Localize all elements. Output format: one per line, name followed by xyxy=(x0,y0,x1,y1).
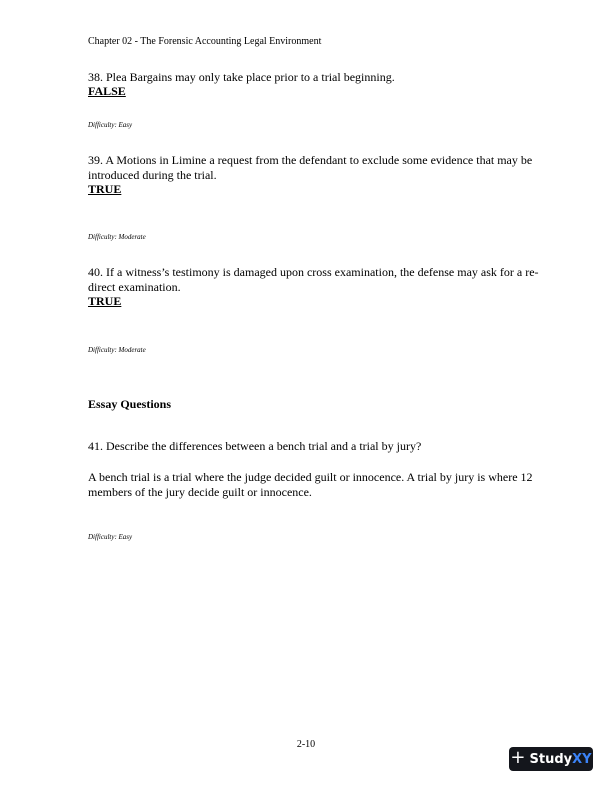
question-40-difficulty: Difficulty: Moderate xyxy=(88,346,146,354)
chapter-header: Chapter 02 - The Forensic Accounting Legal Environment xyxy=(88,36,322,47)
question-39-text-line1: 39. A Motions in Limine a request from the defendant to exclude some evidence that may be xyxy=(88,153,533,167)
brand-xy-text: XY xyxy=(572,751,592,767)
question-40-text-line2: direct examination. xyxy=(88,280,181,294)
brand-logo-text xyxy=(530,752,592,767)
question-41-answer-line1: A bench trial is a trial where the judge decided guilt or innocence. A trial by jury is where 12 xyxy=(88,470,533,484)
question-41-difficulty: Difficulty: Easy xyxy=(88,533,133,541)
question-39-difficulty: Difficulty: Moderate xyxy=(88,233,146,241)
question-38-text: 38. Plea Bargains may only take place prior to a trial beginning. xyxy=(88,70,395,84)
brand-study-text: Study xyxy=(529,751,573,767)
question-39-answer: TRUE xyxy=(88,182,122,196)
question-40-answer: TRUE xyxy=(88,294,122,308)
plus-icon: + xyxy=(510,747,526,768)
essay-section-title: Essay Questions xyxy=(88,397,172,411)
question-40-text-line1: 40. If a witness’s testimony is damaged upon cross examination, the defense may ask for a re- xyxy=(88,265,539,279)
question-38-difficulty: Difficulty: Easy xyxy=(88,121,133,129)
question-38-answer: FALSE xyxy=(88,84,126,98)
question-41-answer-line2: members of the jury decide guilt or innocence. xyxy=(88,485,312,499)
page-number: 2-10 xyxy=(296,739,316,750)
question-41-text: 41. Describe the differences between a bench trial and a trial by jury? xyxy=(88,439,422,453)
studyxy-badge[interactable] xyxy=(509,747,593,771)
question-39-text-line2: introduced during the trial. xyxy=(88,168,217,182)
